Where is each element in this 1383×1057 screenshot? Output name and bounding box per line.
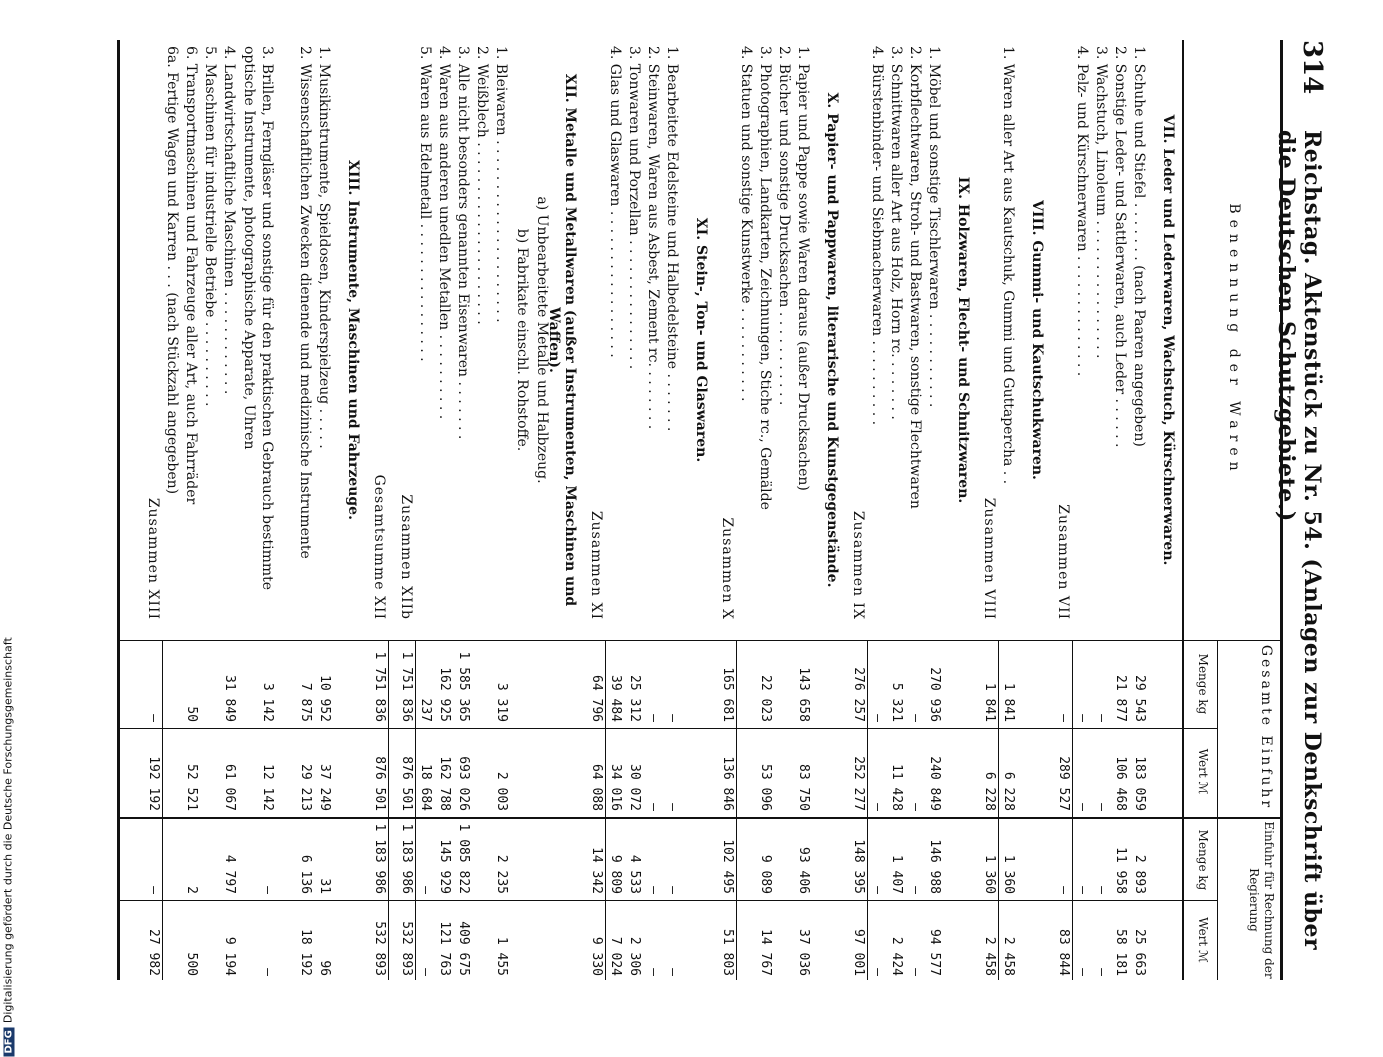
cell-w: 289 527 [1056,756,1071,811]
row-label: 3. Wachstuch, Linoleum . . . . . . . . . . . . . . . . [1093,46,1109,359]
cell-w: 6 228 [1001,771,1016,811]
cell-m: — [1056,714,1071,722]
cell-m: 165 681 [720,667,735,722]
table-row [737,40,755,980]
cell-m2: 145 929 [437,839,452,894]
total-row [587,40,605,980]
cell-m: 3 142 [260,682,275,722]
table-row [276,40,314,980]
row-label: 1. Bearbeitete Edelsteine und Halbedelsteine . . . . . . . [664,46,680,432]
col-benennung: Benennung der Waren [1226,203,1242,477]
cell-w: 183 059 [1132,756,1147,811]
row-label: Zusammen VIII [981,497,997,620]
cell-m2: 1 407 [889,854,904,894]
row-label: 2. Sonstige Leder- und Sattlerwaren, auch Leder . . . . . . [1112,46,1128,448]
row-label: 4. Pelz- und Kürschnerwaren . . . . . . . . . . . . . . [1074,46,1090,377]
cell-w: 252 277 [851,756,866,811]
col-einfuhr-regierung: Einfuhr für Rechnung der Regierung [1247,821,1276,979]
cell-w2: 94 577 [927,929,942,976]
row-label: Zusammen XIII [145,497,161,620]
table-row [1130,40,1148,980]
cell-w: — [665,803,680,811]
sum-rule [736,640,737,980]
cell-m: — [1094,714,1109,722]
cell-m2: 1 183 986 [399,823,414,894]
section-heading-vii: VII. Leder und Lederwaren, Wachstuch, Kürschnerwaren. [1160,114,1176,566]
row-label: Zusammen XIIb [398,494,414,620]
cell-w: 12 142 [260,764,275,811]
table-row [182,40,200,980]
cell-m2: — [646,886,661,894]
table-row [663,40,681,980]
col-menge-kg: Menge kg [1196,653,1210,715]
cell-m2: 146 988 [927,839,942,894]
cell-w2: — [1075,968,1090,976]
cell-w: 136 846 [720,756,735,811]
cell-m: — [908,714,923,722]
row-label: 1. Möbel und sonstige Tischlerwaren . . . . . . . . . . . [926,46,942,408]
cell-w: 18 684 [418,764,433,811]
cell-w2: — [418,968,433,976]
cell-m2: 9 809 [608,854,623,894]
total-row [370,40,388,980]
cell-m2: 2 [184,886,199,894]
cell-w: 106 468 [1113,756,1128,811]
cell-m2: — [908,886,923,894]
cell-m: 1 841 [982,682,997,722]
table-row [1111,40,1129,980]
cell-w2: 83 844 [1056,929,1071,976]
col-gesamte-einfuhr: Gesamte Einfuhr [1258,644,1274,811]
cell-m2: — [1056,886,1071,894]
total-row [397,40,415,980]
row-label: 4. Bürstenbinder- und Siebmacherwaren . . . . . . . . . . [869,46,885,426]
cell-m: 25 312 [627,675,642,722]
cell-w: 29 213 [298,764,313,811]
row-label: 6. Transportmaschinen und Fahrzeuge aller Art, auch Fahrräder [183,46,199,505]
cell-m: 1 751 836 [372,651,387,722]
sum-rule [867,640,868,980]
col-wert: Wert ℳ [1196,748,1210,795]
cell-m: 7 875 [298,682,313,722]
row-label: Gesamtsumme XII [371,474,387,620]
cell-w: 34 016 [608,764,623,811]
cell-w2: 409 675 [456,921,471,976]
cell-w: 61 067 [222,764,237,811]
cell-w: 162 788 [437,756,452,811]
sum-rule [388,640,389,980]
table-row [492,40,510,980]
cell-w: 240 849 [927,756,942,811]
cell-w2: 121 763 [437,921,452,976]
cell-m2: 6 136 [298,854,313,894]
table-row [315,40,333,980]
section-heading-xi: XI. Stein-, Ton- und Glaswaren. [693,217,709,463]
cell-m2: — [1094,886,1109,894]
cell-m: 1 585 365 [456,651,471,722]
cell-w: 192 192 [146,756,161,811]
total-row [980,40,998,980]
table-row [868,40,886,980]
cell-w2: — [908,968,923,976]
cell-m2: 4 797 [222,854,237,894]
row-label: 4. Waren aus anderen unedlen Metallen . . . . . . . . . . [436,46,452,420]
cell-m2: — [1075,886,1090,894]
sum-rule [1072,640,1073,980]
cell-m2: 31 [317,878,332,894]
cell-w2: — [870,968,885,976]
row-label: Zusammen XI [588,510,604,620]
total-row [849,40,867,980]
cell-w2: 58 181 [1113,929,1128,976]
cell-w: 53 096 [758,764,773,811]
cell-m: 5 321 [889,682,904,722]
row-label: 6a. Fertige Wagen und Karren . . . (nach Stückzahl angegeben) [164,46,180,495]
cell-m2: 1 360 [1001,854,1016,894]
cell-m2: 102 495 [720,839,735,894]
cell-m2: 2 235 [494,854,509,894]
cell-w2: — [646,968,661,976]
table-row [1073,40,1091,980]
cell-m2: 14 342 [589,847,604,894]
row-label: 4. Landwirtschaftliche Maschinen . . . . . . . . . . . . [221,46,237,395]
section-heading-xiii: XIII. Instrumente, Maschinen und Fahrzeuge. [345,160,361,520]
total-row [144,40,162,980]
table-row [201,40,219,980]
sum-rule [998,640,999,980]
cell-w2: 532 893 [372,921,387,976]
cell-m: 3 319 [494,682,509,722]
cell-w: — [908,803,923,811]
cell-w2: 18 192 [298,929,313,976]
page-title: Reichstag. Aktenstück zu Nr. 54. (Anlagen zur Denkschrift über die Deutschen Schutzgebiete.) [1273,130,1325,951]
table-row [238,40,276,980]
row-label: 3. Photographien, Landkarten, Zeichnungen, Stiche rc., Gemälde [757,46,773,510]
cell-w2: — [665,968,680,976]
cell-m2: 1 085 822 [456,823,471,894]
cell-w2: 2 458 [982,936,997,976]
col-wert2: Wert ℳ [1196,917,1210,963]
table-row [473,40,491,980]
table-row [625,40,643,980]
row-label: 5. Waren aus Edelmetall . . . . . . . . . . . . . . . . [417,46,433,362]
total-row [718,40,736,980]
cell-w: — [1094,803,1109,811]
row-label: 1. Papier und Pappe sowie Waren daraus (außer Drucksachen) [795,46,811,491]
row-label: 1. Waren aller Art aus Kautschuk, Gummi und Guttapercha . . [1000,46,1016,485]
cell-w: 6 228 [982,771,997,811]
row-label: 2. Wissenschaftlichen Zwecken dienende und medizinische Instrumente [297,46,313,559]
row-label: 1. Schuhe und Stiefel . . . . . . . (nach Paaren angegeben) [1131,46,1147,447]
cell-w2: 2 424 [889,936,904,976]
cell-m2: — [870,886,885,894]
cell-m2: 9 089 [758,854,773,894]
cell-m2: — [260,886,275,894]
cell-w2: 532 893 [399,921,414,976]
cell-m: 1 841 [1001,682,1016,722]
dfg-logo: DFG [4,1027,15,1056]
cell-m: 39 484 [608,675,623,722]
goods-table [117,40,1283,980]
table-row [887,40,905,980]
cell-w2: — [260,968,275,976]
row-label: 4. Glas und Glaswaren . . . . . . . . . . . . . . . . . [607,46,623,358]
cell-w2: 51 803 [720,929,735,976]
cell-w: 52 521 [184,764,199,811]
cell-w: — [870,803,885,811]
table-row [775,40,793,980]
cell-w: 2 003 [494,771,509,811]
cell-w2: 7 024 [608,936,623,976]
row-label: 3. Alle nicht besonders genannten Eisenwaren . . . . . . . [455,46,471,440]
cell-w: 64 088 [589,764,604,811]
table-column-header [1182,40,1280,980]
row-label: 2. Korbflechtwaren, Stroh- und Bastwaren, sonstige Flechtwaren [907,46,923,509]
cell-w: 83 750 [796,764,811,811]
cell-w2: 97 001 [851,929,866,976]
cell-m2: 2 893 [1132,854,1147,894]
cell-w: 11 428 [889,764,904,811]
cell-m: 143 658 [796,667,811,722]
cell-m: — [665,714,680,722]
cell-m: — [146,714,161,722]
cell-m2: 1 183 986 [372,823,387,894]
cell-m: 270 936 [927,667,942,722]
page-number: 314 [1297,40,1327,95]
cell-m2: 4 533 [627,854,642,894]
cell-w2: 96 [317,960,332,976]
section-heading-ix: IX. Holzwaren, Flecht- und Schnitzwaren. [955,176,971,504]
cell-m: 162 925 [437,667,452,722]
page-header [1273,40,1327,985]
cell-w2: 9 194 [222,936,237,976]
cell-w2: 25 663 [1132,929,1147,976]
sum-rule [415,640,416,980]
cell-w2: 500 [184,952,199,976]
cell-w2: 1 455 [494,936,509,976]
table-row [925,40,943,980]
sum-rule [605,640,606,980]
section-heading-xii-a: a) Unbearbeitete Metalle und Halbzeug. [534,196,550,484]
table-row [416,40,434,980]
table-row [435,40,453,980]
cell-m: 22 023 [758,675,773,722]
sum-rule [162,640,163,980]
cell-w: 693 026 [456,756,471,811]
row-label: Zusammen VII [1055,504,1071,620]
row-label: 2. Weißblech . . . . . . . . . . . . . . . . . . . . . [474,46,490,325]
cell-m: 21 877 [1113,675,1128,722]
row-label: 5. Maschinen für industrielle Betriebe . . . . . . . . . . [202,46,218,407]
table-row [794,40,812,980]
footer-text: Digitalisierung gefördert durch die Deutsche Forschungsgemeinschaft [1,637,15,1024]
cell-w2: 37 036 [796,929,811,976]
table-row [644,40,662,980]
table-row [999,40,1017,980]
cell-w: — [646,803,661,811]
table-row [606,40,624,980]
table-row [220,40,238,980]
table-row [454,40,472,980]
cell-w2: 2 458 [1001,936,1016,976]
cell-m2: 1 360 [982,854,997,894]
col-menge-kg2: Menge kg [1196,829,1210,891]
cell-m: 276 257 [851,667,866,722]
cell-w: — [1075,803,1090,811]
section-heading-viii: VIII. Gummi- und Kautschukwaren. [1029,200,1045,480]
table-row [1092,40,1110,980]
section-heading-xii-b: b) Fabrikate einschl. Rohstoffe. [514,228,530,452]
row-label: 2. Bücher und sonstige Drucksachen . . . . . . . . . . . [776,46,792,406]
cell-m: — [1075,714,1090,722]
row-label: 4. Statuen und sonstige Kunstwerke . . . . . . . . . . . [738,46,754,402]
section-heading-xii: XII. Metalle und Metallwaren (außer Instrumenten, Maschinen und Waffen). [546,73,578,607]
cell-w2: 27 982 [146,929,161,976]
cell-w: 876 501 [399,756,414,811]
cell-m: 1 751 836 [399,651,414,722]
row-label: 2. Steinwaren, Waren aus Asbest, Zement rc. . . . . . . . [645,46,661,430]
table-row [756,40,774,980]
cell-m2: 148 395 [851,839,866,894]
table-row [906,40,924,980]
row-label: 1. Musikinstrumente, Spieldosen, Kinderspielzeug . . . . . [316,46,332,449]
section-heading-x: X. Papier- und Pappwaren, literarische und Kunstgegenstände. [824,92,840,588]
row-label: 3. Brillen, Ferngläser und sonstige für den praktischen Gebrauch bestimmte optische Instrumente, photographische Apparate, Uhren [241,46,275,591]
cell-m: 64 796 [589,675,604,722]
cell-w: 30 072 [627,764,642,811]
cell-m: 29 543 [1132,675,1147,722]
cell-m: 50 [184,706,199,722]
row-label: 3. Tonwaren und Porzellan . . . . . . . . . . . . . . . [626,46,642,370]
cell-w2: 2 306 [627,936,642,976]
row-label: 3. Schnittwaren aller Art aus Holz, Horn rc. . . . . . . . [888,46,904,420]
cell-w2: — [1094,968,1109,976]
row-label: 1. Bleiwaren . . . . . . . . . . . . . . . . . . . . . [493,46,509,323]
cell-m: — [646,714,661,722]
row-label: Zusammen X [719,517,735,620]
row-label: Zusammen IX [850,510,866,620]
cell-m: 237 [418,698,433,722]
total-row [1054,40,1072,980]
cell-w2: 9 330 [589,936,604,976]
header-divider [1217,640,1218,980]
cell-m: 31 849 [222,675,237,722]
cell-m: 10 952 [317,675,332,722]
cell-m2: — [146,886,161,894]
cell-m: — [870,714,885,722]
cell-m2: — [418,886,433,894]
cell-m2: 93 406 [796,847,811,894]
cell-m2: 11 958 [1113,847,1128,894]
table-row [163,40,181,980]
cell-m2: — [665,886,680,894]
cell-w: 876 501 [372,756,387,811]
cell-w: 37 249 [317,764,332,811]
cell-w2: 14 767 [758,929,773,976]
